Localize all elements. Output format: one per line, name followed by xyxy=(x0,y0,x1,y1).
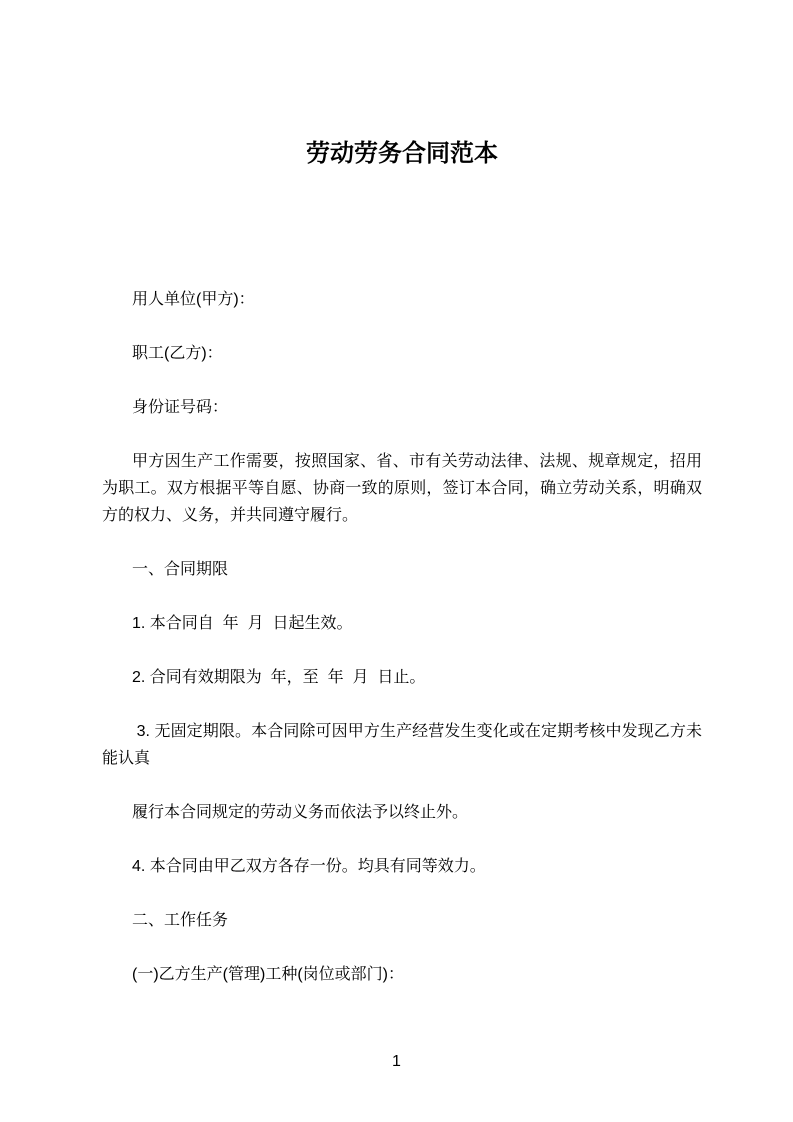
clause-5-work-type: (一)乙方生产(管理)工种(岗位或部门)： xyxy=(132,966,404,983)
page-number: 1 xyxy=(392,1053,401,1070)
clause-1-effective-date: 1. 本合同自 年 月 日起生效。 xyxy=(132,615,353,632)
section-2-heading: 二、工作任务 xyxy=(132,912,229,929)
party-b-field: 职工(乙方)： xyxy=(132,345,223,362)
clause-4-copies: 4. 本合同由甲乙双方各存一份。均具有同等效力。 xyxy=(132,858,486,875)
clause-2-validity-period: 2. 合同有效期限为 年，至 年 月 日止。 xyxy=(132,669,426,686)
clause-3-no-fixed-term: 3. 无固定期限。本合同除可因甲方生产经营发生变化或在定期考核中发现乙方未能认真 xyxy=(102,723,702,767)
intro-paragraph: 甲方因生产工作需要，按照国家、省、市有关劳动法律、法规、规章规定，招用为职工。双方根据平等自愿、协商一致的原则，签订本合同，确立劳动关系，明确双方的权力、义务，并共同遵守履行。 xyxy=(102,453,702,524)
document-title: 劳动劳务合同范本 xyxy=(306,140,498,167)
id-number-field: 身份证号码： xyxy=(132,399,229,416)
section-1-heading: 一、合同期限 xyxy=(132,561,229,578)
clause-3-continuation: 履行本合同规定的劳动义务而依法予以终止外。 xyxy=(132,804,469,821)
party-a-field: 用人单位(甲方)： xyxy=(132,291,255,308)
